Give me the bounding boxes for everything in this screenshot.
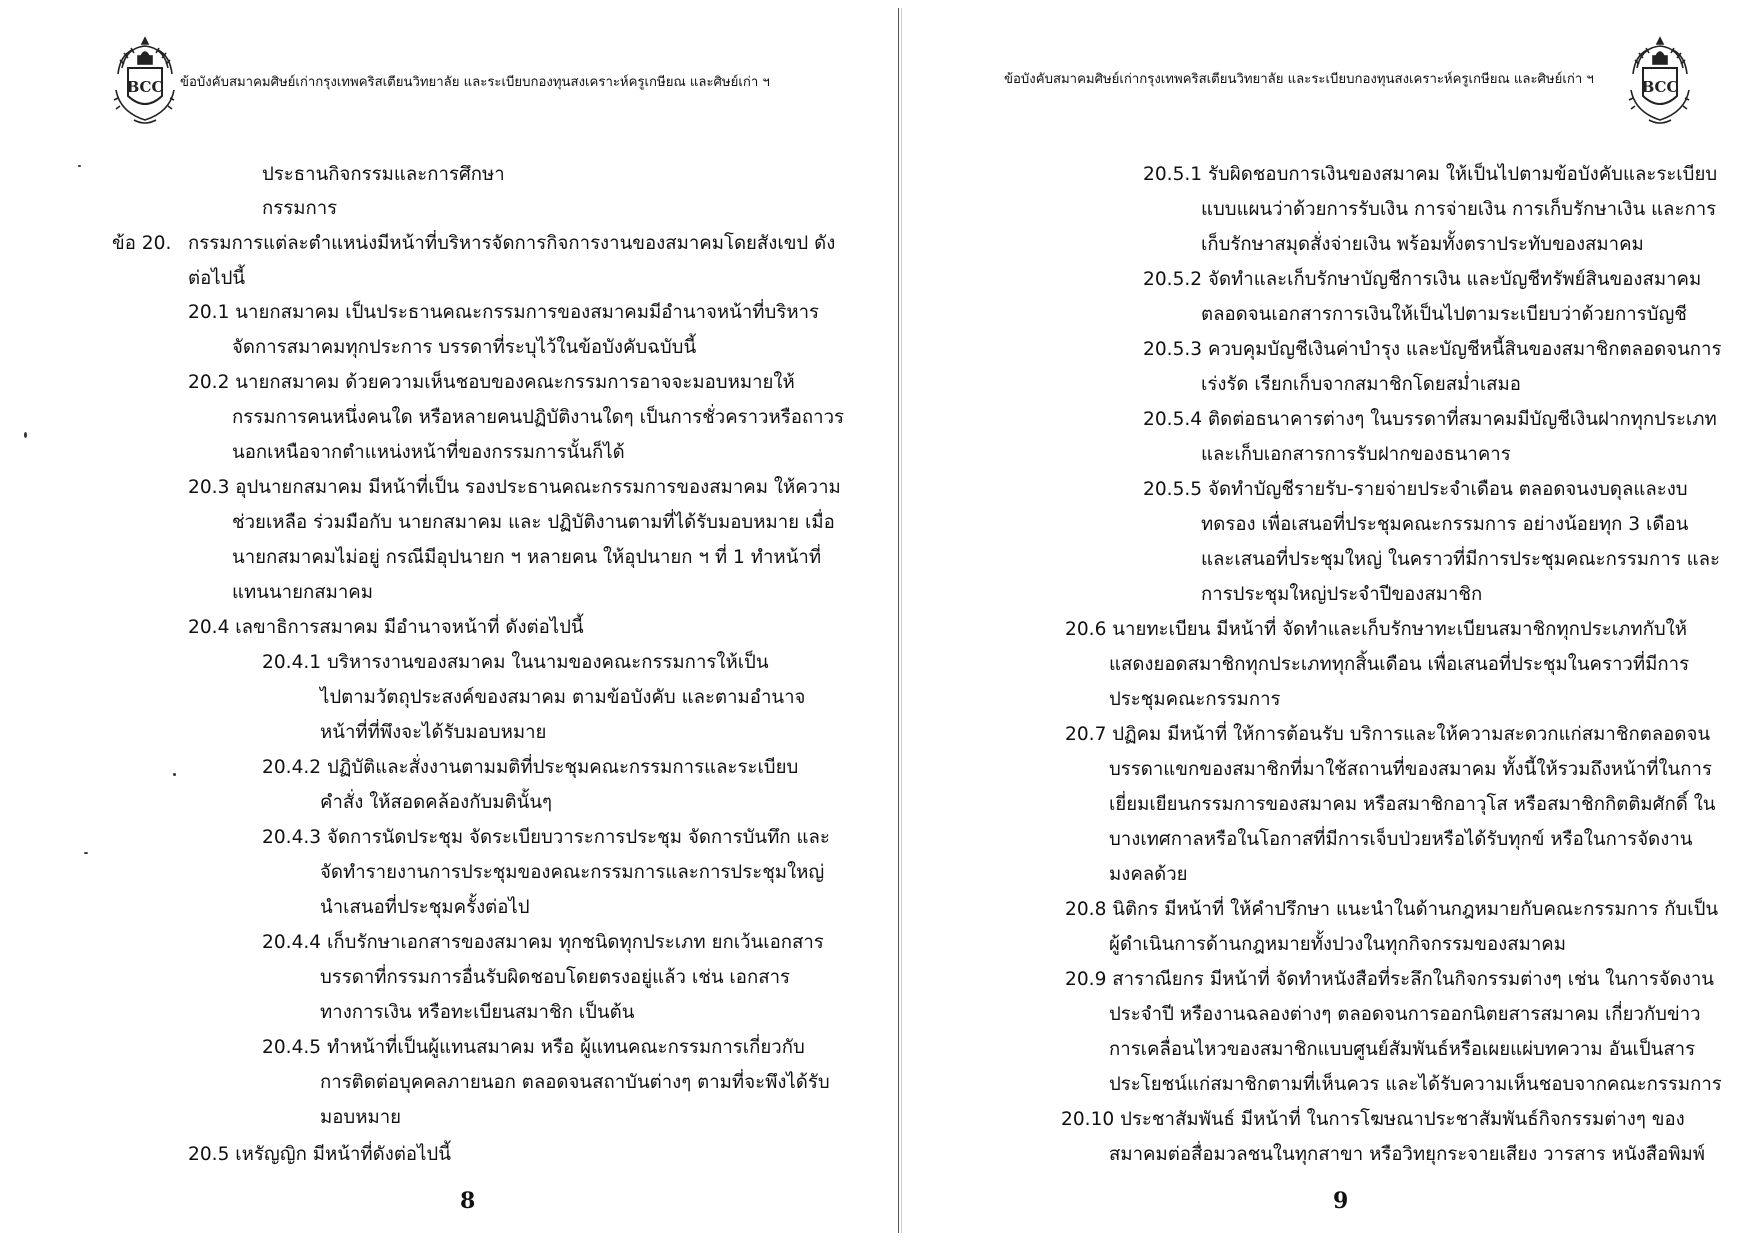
text-line: จัดทำรายงานการประชุมของคณะกรรมการและการประชุมใหญ่ [320, 862, 825, 883]
school-crest-logo [112, 34, 178, 126]
page-header-left: ข้อบังคับสมาคมศิษย์เก่ากรุงเทพคริสเตียนวิทยาลัย และระเบียบกองทุนสงเคราะห์ครูเกษียณ และศิษย์เก่า ฯ [180, 75, 770, 90]
text-line: นายกสมาคมไม่อยู่ กรณีมีอุปนายก ฯ หลายคน ให้อุปนายก ฯ ที่ 1 ทำหน้าที่ [232, 547, 822, 568]
text-line: เร่งรัด เรียกเก็บจากสมาชิกโดยสม่ำเสมอ [1201, 374, 1521, 395]
logo-monogram: BCC [126, 78, 164, 96]
text-line: 20.4.5 ทำหน้าที่เป็นผู้แทนสมาคม หรือ ผู้แทนคณะกรรมการเกี่ยวกับ [262, 1037, 805, 1058]
text-line: ไปตามวัตถุประสงค์ของสมาคม ตามข้อบังคับ และตามอำนาจ [320, 687, 806, 708]
text-line: มอบหมาย [320, 1107, 402, 1128]
text-line: บรรดาที่กรรมการอื่นรับผิดชอบโดยตรงอยู่แล้ว เช่น เอกสาร [320, 967, 790, 988]
text-line: ประชุมคณะกรรมการ [1109, 689, 1281, 710]
text-line: ประโยชน์แก่สมาชิกตามที่เห็นควร และได้รับความเห็นชอบจากคณะกรรมการ [1109, 1074, 1722, 1095]
text-line: แบบแผนว่าด้วยการรับเงิน การจ่ายเงิน การเก็บรักษาเงิน และการ [1201, 199, 1717, 220]
text-line: หน้าที่ที่พึงจะได้รับมอบหมาย [320, 722, 547, 743]
text-line: นำเสนอที่ประชุมครั้งต่อไป [320, 897, 530, 918]
text-line: สมาคมต่อสื่อมวลชนในทุกสาขา หรือวิทยุกระจายเสียง วารสาร หนังสือพิมพ์ [1109, 1144, 1706, 1165]
text-line: 20.4 เลขาธิการสมาคม มีอำนาจหน้าที่ ดังต่อไปนี้ [188, 617, 584, 638]
text-line: บรรดาแขกของสมาชิกที่มาใช้สถานที่ของสมาคม ทั้งนี้ให้รวมถึงหน้าที่ในการ [1109, 759, 1712, 780]
page-number-right: 9 [1333, 1188, 1349, 1214]
page-number-left: 8 [460, 1188, 476, 1214]
text-line: 20.5.4 ติดต่อธนาคารต่างๆ ในบรรดาที่สมาคมมีบัญชีเงินฝากทุกประเภท [1143, 409, 1717, 430]
page-right [905, 0, 1755, 1241]
text-line: แทนนายกสมาคม [232, 582, 373, 603]
text-line: 20.6 นายทะเบียน มีหน้าที่ จัดทำและเก็บรักษาทะเบียนสมาชิกทุกประเภทกับให้ [1065, 619, 1687, 640]
page-header-right: ข้อบังคับสมาคมศิษย์เก่ากรุงเทพคริสเตียนวิทยาลัย และระเบียบกองทุนสงเคราะห์ครูเกษียณ และศิษย์เก่า ฯ [1004, 72, 1594, 87]
text-line: 20.5.3 ควบคุมบัญชีเงินค่าบำรุง และบัญชีหนี้สินของสมาชิกตลอดจนการ [1143, 339, 1722, 360]
text-line: 20.5.5 จัดทำบัญชีรายรับ-รายจ่ายประจำเดือน ตลอดจนงบดุลและงบ [1143, 479, 1688, 500]
text-line: 20.3 อุปนายกสมาคม มีหน้าที่เป็น รองประธานคณะกรรมการของสมาคม ให้ความ [188, 477, 841, 498]
text-line: และเก็บเอกสารการรับฝากของธนาคาร [1201, 444, 1511, 465]
scan-speck [24, 432, 27, 438]
scan-speck [78, 165, 81, 167]
text-line: นอกเหนือจากตำแหน่งหน้าที่ของกรรมการนั้นก็ได้ [232, 442, 625, 463]
text-line: กรรมการแต่ละตำแหน่งมีหน้าที่บริหารจัดการกิจการงานของสมาคมโดยสังเขป ดัง [188, 233, 836, 254]
text-line: ช่วยเหลือ ร่วมมือกับ นายกสมาคม และ ปฏิบัติงานตามที่ได้รับมอบหมาย เมื่อ [232, 512, 835, 533]
text-line: และเสนอที่ประชุมใหญ่ ในคราวที่มีการประชุมคณะกรรมการ และ [1201, 549, 1721, 570]
text-line: เก็บรักษาสมุดสั่งจ่ายเงิน พร้อมทั้งตราประทับของสมาคม [1201, 234, 1644, 255]
text-line: ตลอดจนเอกสารการเงินให้เป็นไปตามระเบียบว่าด้วยการบัญชี [1201, 304, 1687, 325]
text-line: การเคลื่อนไหวของสมาชิกแบบศูนย์สัมพันธ์หรือเผยแผ่บทความ อันเป็นสาร [1109, 1039, 1696, 1060]
logo-monogram: BCC [1641, 78, 1679, 96]
gutter-shadow [901, 8, 902, 1233]
book-gutter [898, 8, 899, 1233]
text-line: 20.5 เหรัญญิก มีหน้าที่ดังต่อไปนี้ [188, 1144, 451, 1165]
scan-speck [173, 773, 176, 776]
text-line: 20.8 นิติกร มีหน้าที่ ให้คำปรึกษา แนะนำในด้านกฎหมายกับคณะกรรมการ กับเป็น [1065, 899, 1719, 920]
text-line: จัดการสมาคมทุกประการ บรรดาที่ระบุไว้ในข้อบังคับฉบับนี้ [232, 337, 697, 358]
text-line: 20.9 สาราณียกร มีหน้าที่ จัดทำหนังสือที่ระลึกในกิจกรรมต่างๆ เช่น ในการจัดงาน [1065, 969, 1714, 990]
text-line: การประชุมใหญ่ประจำปีของสมาชิก [1201, 584, 1483, 605]
text-line: ต่อไปนี้ [188, 268, 246, 289]
text-line: กรรมการคนหนึ่งคนใด หรือหลายคนปฏิบัติงานใดๆ เป็นการชั่วคราวหรือถาวร [232, 407, 845, 428]
text-line: 20.5.2 จัดทำและเก็บรักษาบัญชีการเงิน และบัญชีทรัพย์สินของสมาคม [1143, 269, 1702, 290]
text-line: คำสั่ง ให้สอดคล้องกับมตินั้นๆ [320, 792, 553, 813]
text-line: ประธานกิจกรรมและการศึกษา [262, 164, 505, 185]
text-line: 20.10 ประชาสัมพันธ์ มีหน้าที่ ในการโฆษณาประชาสัมพันธ์กิจกรรมต่างๆ ของ [1061, 1109, 1685, 1130]
text-line: 20.7 ปฏิคม มีหน้าที่ ให้การต้อนรับ บริการและให้ความสะดวกแก่สมาชิกตลอดจน [1065, 724, 1711, 745]
text-line: 20.2 นายกสมาคม ด้วยความเห็นชอบของคณะกรรมการอาจจะมอบหมายให้ [188, 372, 795, 393]
text-line: ผู้ดำเนินการด้านกฎหมายทั้งปวงในทุกกิจกรรมของสมาคม [1109, 934, 1566, 955]
text-line: 20.4.1 บริหารงานของสมาคม ในนามของคณะกรรมการให้เป็น [262, 652, 769, 673]
text-line: มงคลด้วย [1109, 864, 1188, 885]
text-line: ทดรอง เพื่อเสนอที่ประชุมคณะกรรมการ อย่างน้อยทุก 3 เดือน [1201, 514, 1689, 535]
text-line: 20.4.3 จัดการนัดประชุม จัดระเบียบวาระการประชุม จัดการบันทึก และ [262, 827, 830, 848]
text-line: 20.5.1 รับผิดชอบการเงินของสมาคม ให้เป็นไปตามข้อบังคับและระเบียบ [1143, 164, 1718, 185]
text-line: ประจำปี หรืองานฉลองต่างๆ ตลอดจนการออกนิตยสารสมาคม เกี่ยวกับข่าว [1109, 1004, 1701, 1025]
text-line: 20.4.2 ปฏิบัติและสั่งงานตามมติที่ประชุมคณะกรรมการและระเบียบ [262, 757, 799, 778]
text-line: 20.4.4 เก็บรักษาเอกสารของสมาคม ทุกชนิดทุกประเภท ยกเว้นเอกสาร [262, 932, 824, 953]
text-line: 20.1 นายกสมาคม เป็นประธานคณะกรรมการของสมาคมมีอำนาจหน้าที่บริหาร [188, 302, 820, 323]
text-line: กรรมการ [262, 198, 338, 219]
school-crest-logo [1627, 34, 1693, 126]
scan-speck [84, 852, 88, 854]
text-line: ทางการเงิน หรือทะเบียนสมาชิก เป็นต้น [320, 1002, 635, 1023]
text-line: การติดต่อบุคคลภายนอก ตลอดจนสถาบันต่างๆ ตามที่จะพึงได้รับ [320, 1072, 830, 1093]
text-line: เยี่ยมเยียนกรรมการของสมาคม หรือสมาชิกอาวุโส หรือสมาชิกกิตติมศักดิ์ ใน [1109, 794, 1716, 815]
text-line: บางเทศกาลหรือในโอกาสที่มีการเจ็บป่วยหรือได้รับทุกข์ หรือในการจัดงาน [1109, 829, 1693, 850]
text-line: แสดงยอดสมาชิกทุกประเภททุกสิ้นเดือน เพื่อเสนอที่ประชุมในคราวที่มีการ [1109, 654, 1690, 675]
clause-label: ข้อ 20. [112, 233, 172, 254]
